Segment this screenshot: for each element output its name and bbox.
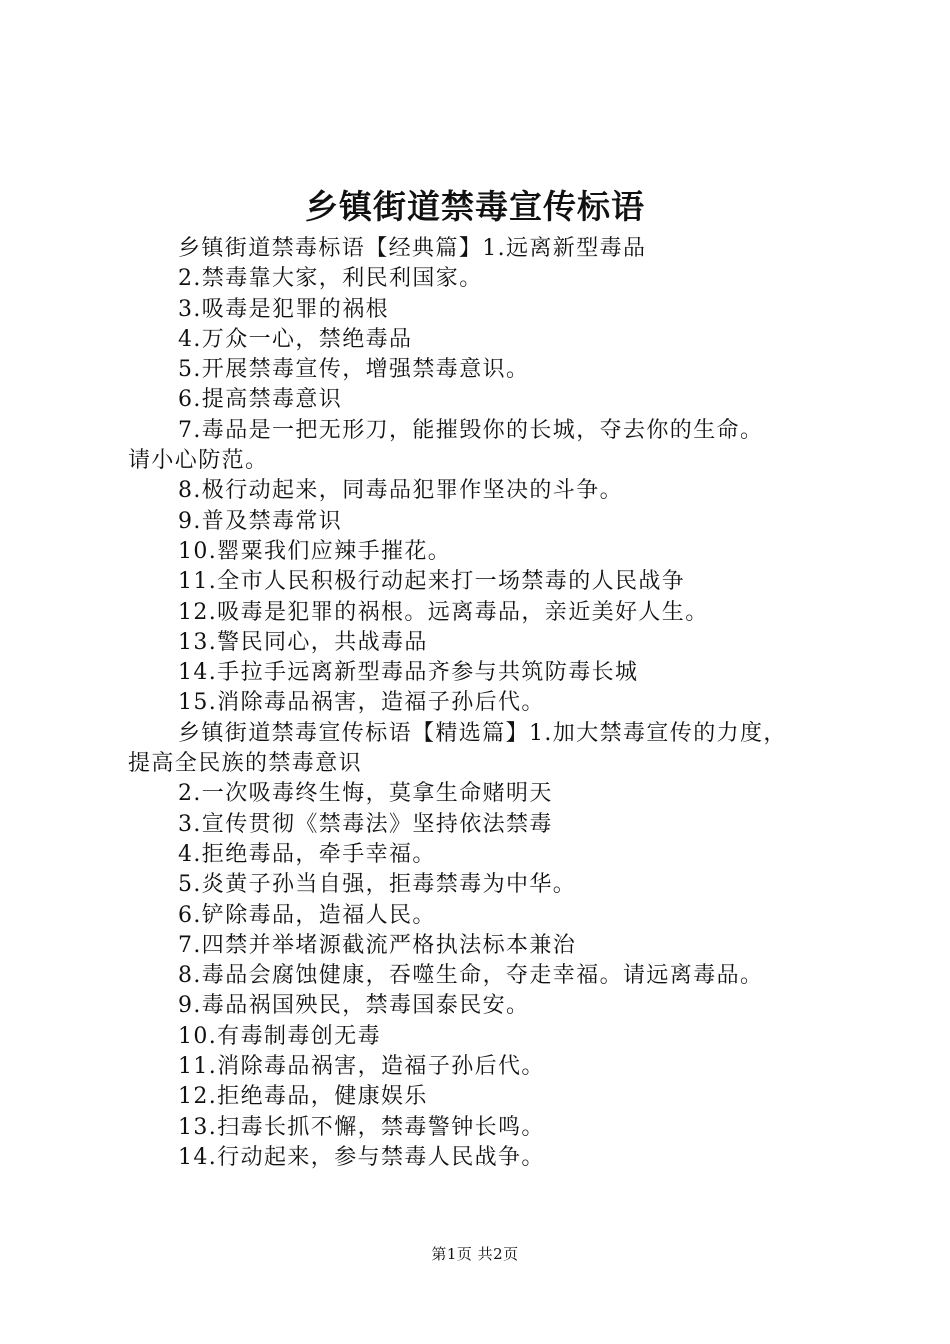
slogan-line: 7.毒品是一把无形刀，能摧毁你的长城，夺去你的生命。 — [178, 417, 764, 443]
slogan-line: 13.警民同心，共战毒品 — [178, 629, 428, 655]
slogan-line: 3.宣传贯彻《禁毒法》坚持依法禁毒 — [178, 811, 553, 837]
slogan-line: 4.拒绝毒品，牵手幸福。 — [178, 841, 436, 867]
continuation-line: 请小心防范。 — [128, 448, 269, 474]
slogan-line: 6.提高禁毒意识 — [178, 387, 343, 413]
document-title: 乡镇街道禁毒宣传标语 — [305, 187, 645, 226]
slogan-line: 7.四禁并举堵源截流严格执法标本兼治 — [178, 932, 577, 958]
slogan-line: 10.罂粟我们应辣手摧花。 — [178, 538, 452, 564]
slogan-line: 5.炎黄子孙当自强，拒毒禁毒为中华。 — [178, 872, 577, 898]
slogan-line: 13.扫毒长抓不懈，禁毒警钟长鸣。 — [178, 1114, 545, 1140]
continuation-line: 提高全民族的禁毒意识 — [128, 751, 363, 777]
slogan-line: 8.毒品会腐蚀健康，吞噬生命，夺走幸福。请远离毒品。 — [178, 963, 764, 989]
slogan-line: 乡镇街道禁毒宣传标语【精选篇】1.加大禁毒宣传的力度， — [178, 720, 787, 746]
slogan-line: 6.铲除毒品，造福人民。 — [178, 902, 436, 928]
slogan-line: 11.全市人民积极行动起来打一场禁毒的人民战争 — [178, 569, 686, 595]
slogan-line: 15.消除毒品祸害，造福子孙后代。 — [178, 690, 545, 716]
page-footer: 第1页 共2页 — [431, 1245, 519, 1263]
slogan-line: 4.万众一心，禁绝毒品 — [178, 326, 413, 352]
slogan-line: 11.消除毒品祸害，造福子孙后代。 — [178, 1054, 545, 1080]
slogan-line: 12.拒绝毒品，健康娱乐 — [178, 1084, 428, 1110]
slogan-line: 乡镇街道禁毒标语【经典篇】1.远离新型毒品 — [178, 236, 647, 261]
slogan-line: 8.极行动起来，同毒品犯罪作坚决的斗争。 — [178, 478, 623, 504]
slogan-line: 14.手拉手远离新型毒品齐参与共筑防毒长城 — [178, 660, 639, 686]
slogan-line: 2.一次吸毒终生悔，莫拿生命赌明天 — [178, 781, 553, 807]
slogan-line: 9.毒品祸国殃民，禁毒国泰民安。 — [178, 993, 530, 1019]
slogan-line: 14.行动起来，参与禁毒人民战争。 — [178, 1144, 545, 1170]
slogan-line: 12.吸毒是犯罪的祸根。远离毒品，亲近美好人生。 — [178, 599, 709, 625]
document-body — [128, 234, 840, 1173]
slogan-line: 5.开展禁毒宣传，增强禁毒意识。 — [178, 357, 530, 383]
slogan-line: 10.有毒制毒创无毒 — [178, 1023, 381, 1049]
slogan-line: 2.禁毒靠大家，利民利国家。 — [178, 266, 483, 292]
slogan-line: 9.普及禁毒常识 — [178, 508, 343, 534]
slogan-line: 3.吸毒是犯罪的祸根 — [178, 296, 389, 322]
